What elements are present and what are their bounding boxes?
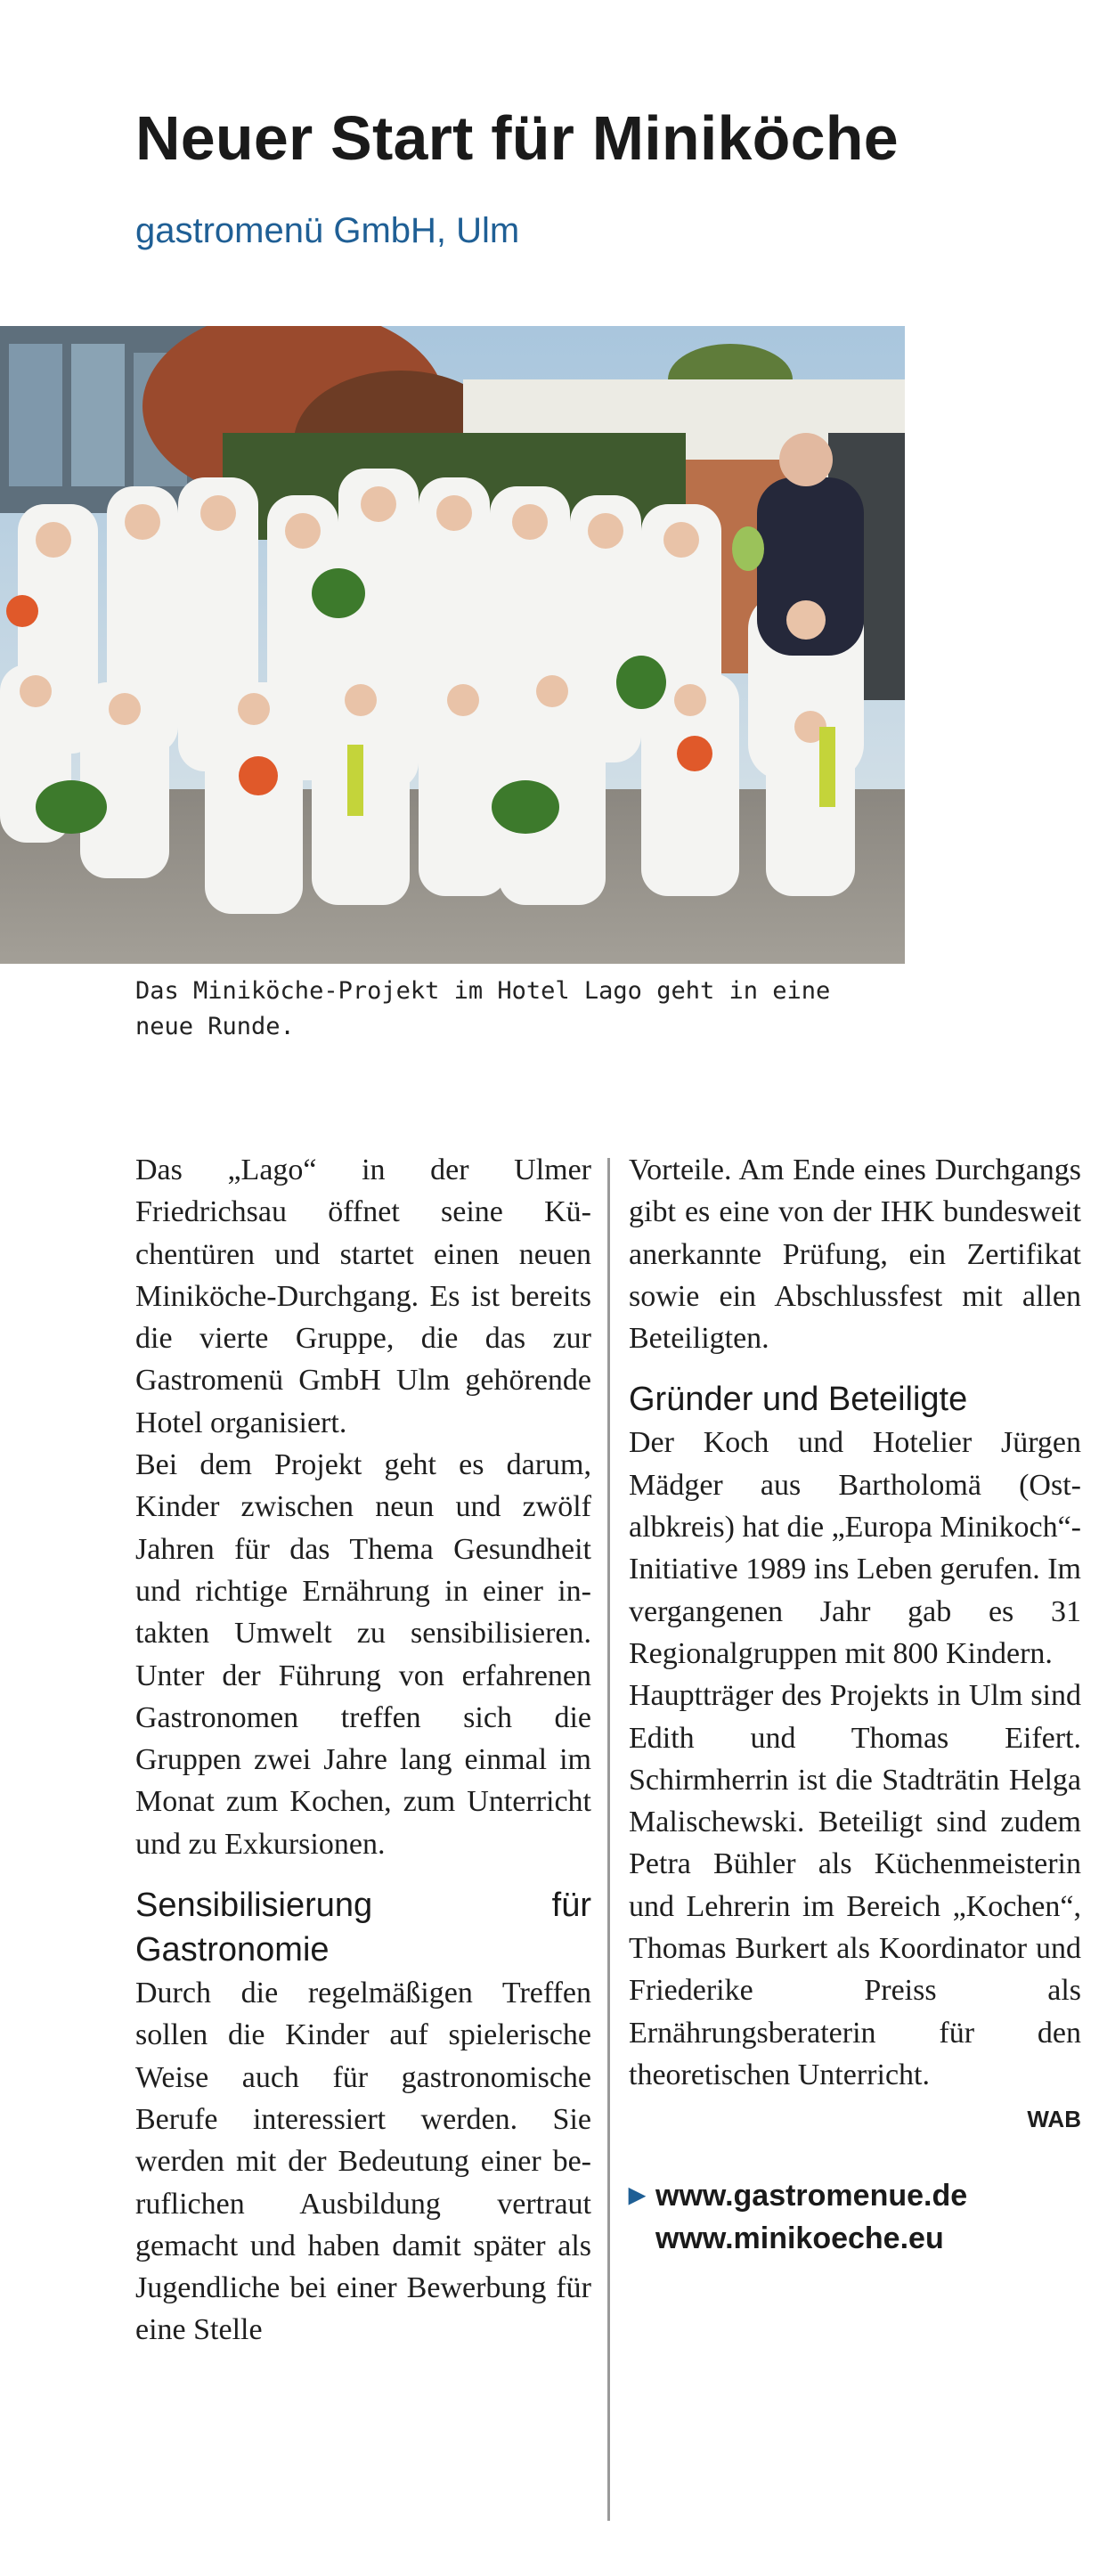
paragraph-sponsors: Hauptträger des Projekts in Ulm sind Edith und Thomas Eifert. Schirmherrin ist die Stadträtin Helga Malischewski. Beteiligt sind zudem Petra Bühler als Küchenmeisterin und Lehrerin im Bereich „Kochen“, Thomas Burkert als Koordinator und Friederike Preiss als Ernährungsberaterin für den theoretischen Unterricht. — [629, 1679, 1081, 2091]
link-list — [629, 2174, 1081, 2260]
photo-caption: Das Miniköche-Projekt im Hotel Lago geht in eine neue Runde. — [135, 977, 831, 1040]
article-title: Neuer Start für Miniköche — [135, 103, 899, 173]
link-row-gastromenue[interactable] — [629, 2174, 1081, 2217]
paragraph-project: Bei dem Projekt geht es darum, Kinder zwischen neun und zwölf Jahren für das Thema Gesundheit und richtige Ernährung in einer intakten Umwelt zu sensibilisieren. Unter der Führung von erfahrenen Gastronomen treffen sich die Gruppen zwei Jahre lang einmal im Monat zum Kochen, zum Unterricht und zu Exkursionen. — [135, 1448, 591, 1861]
article-subtitle: gastromenü GmbH, Ulm — [135, 211, 520, 250]
link-row-minikoeche[interactable] — [629, 2217, 1081, 2260]
link-gastromenue[interactable]: www.gastromenue.de — [655, 2179, 968, 2213]
paragraph-intro: Das „Lago“ in der Ulmer Friedrichsau öffnet seine Küchentüren und startet einen neuen Miniköche-Durchgang. Es ist bereits die vierte Gruppe, die das zur Gastromenü GmbH Ulm gehörende Hotel organisiert. — [135, 1153, 591, 1439]
paragraph-advantages: Vorteile. Am Ende eines Durchgangs gibt es eine von der IHK bundesweit anerkannte Prüfung, ein Zertifikat sowie ein Abschlussfest mit allen Beteiligten. — [629, 1153, 1081, 1356]
link-minikoeche[interactable]: www.minikoeche.eu — [655, 2221, 944, 2256]
section-heading-gruender: Gründer und Beteiligte — [629, 1381, 968, 1419]
column-divider — [607, 1158, 610, 2521]
group-photo — [0, 326, 905, 964]
section-heading-sensibilisierung: Sensibilisierung für Gastronomie — [135, 1887, 591, 1969]
author-initials: WAB — [1027, 2106, 1081, 2133]
left-column — [135, 1149, 591, 2352]
paragraph-meetings: Durch die regelmäßigen Treffen sollen die Kinder auf spielerische Weise auch für gastronomische Berufe interessiert werden. Sie werden mit der Bedeutung einer beruflichen Ausbildung vertraut gemacht und haben damit später als Jugendliche bei einer Bewerbung für eine Stelle — [135, 1977, 591, 2347]
right-column — [629, 1149, 1081, 2260]
paragraph-founder: Der Koch und Hotelier Jürgen Mädger aus Bartholomä (Ostalbkreis) hat die „Europa Minikoch“-Initiative 1989 ins Leben gerufen. Im vergangenen Jahr gab es 31 Regionalgruppen mit 800 Kindern. — [629, 1426, 1081, 1670]
triangle-right-icon: ▶ — [629, 2183, 646, 2208]
